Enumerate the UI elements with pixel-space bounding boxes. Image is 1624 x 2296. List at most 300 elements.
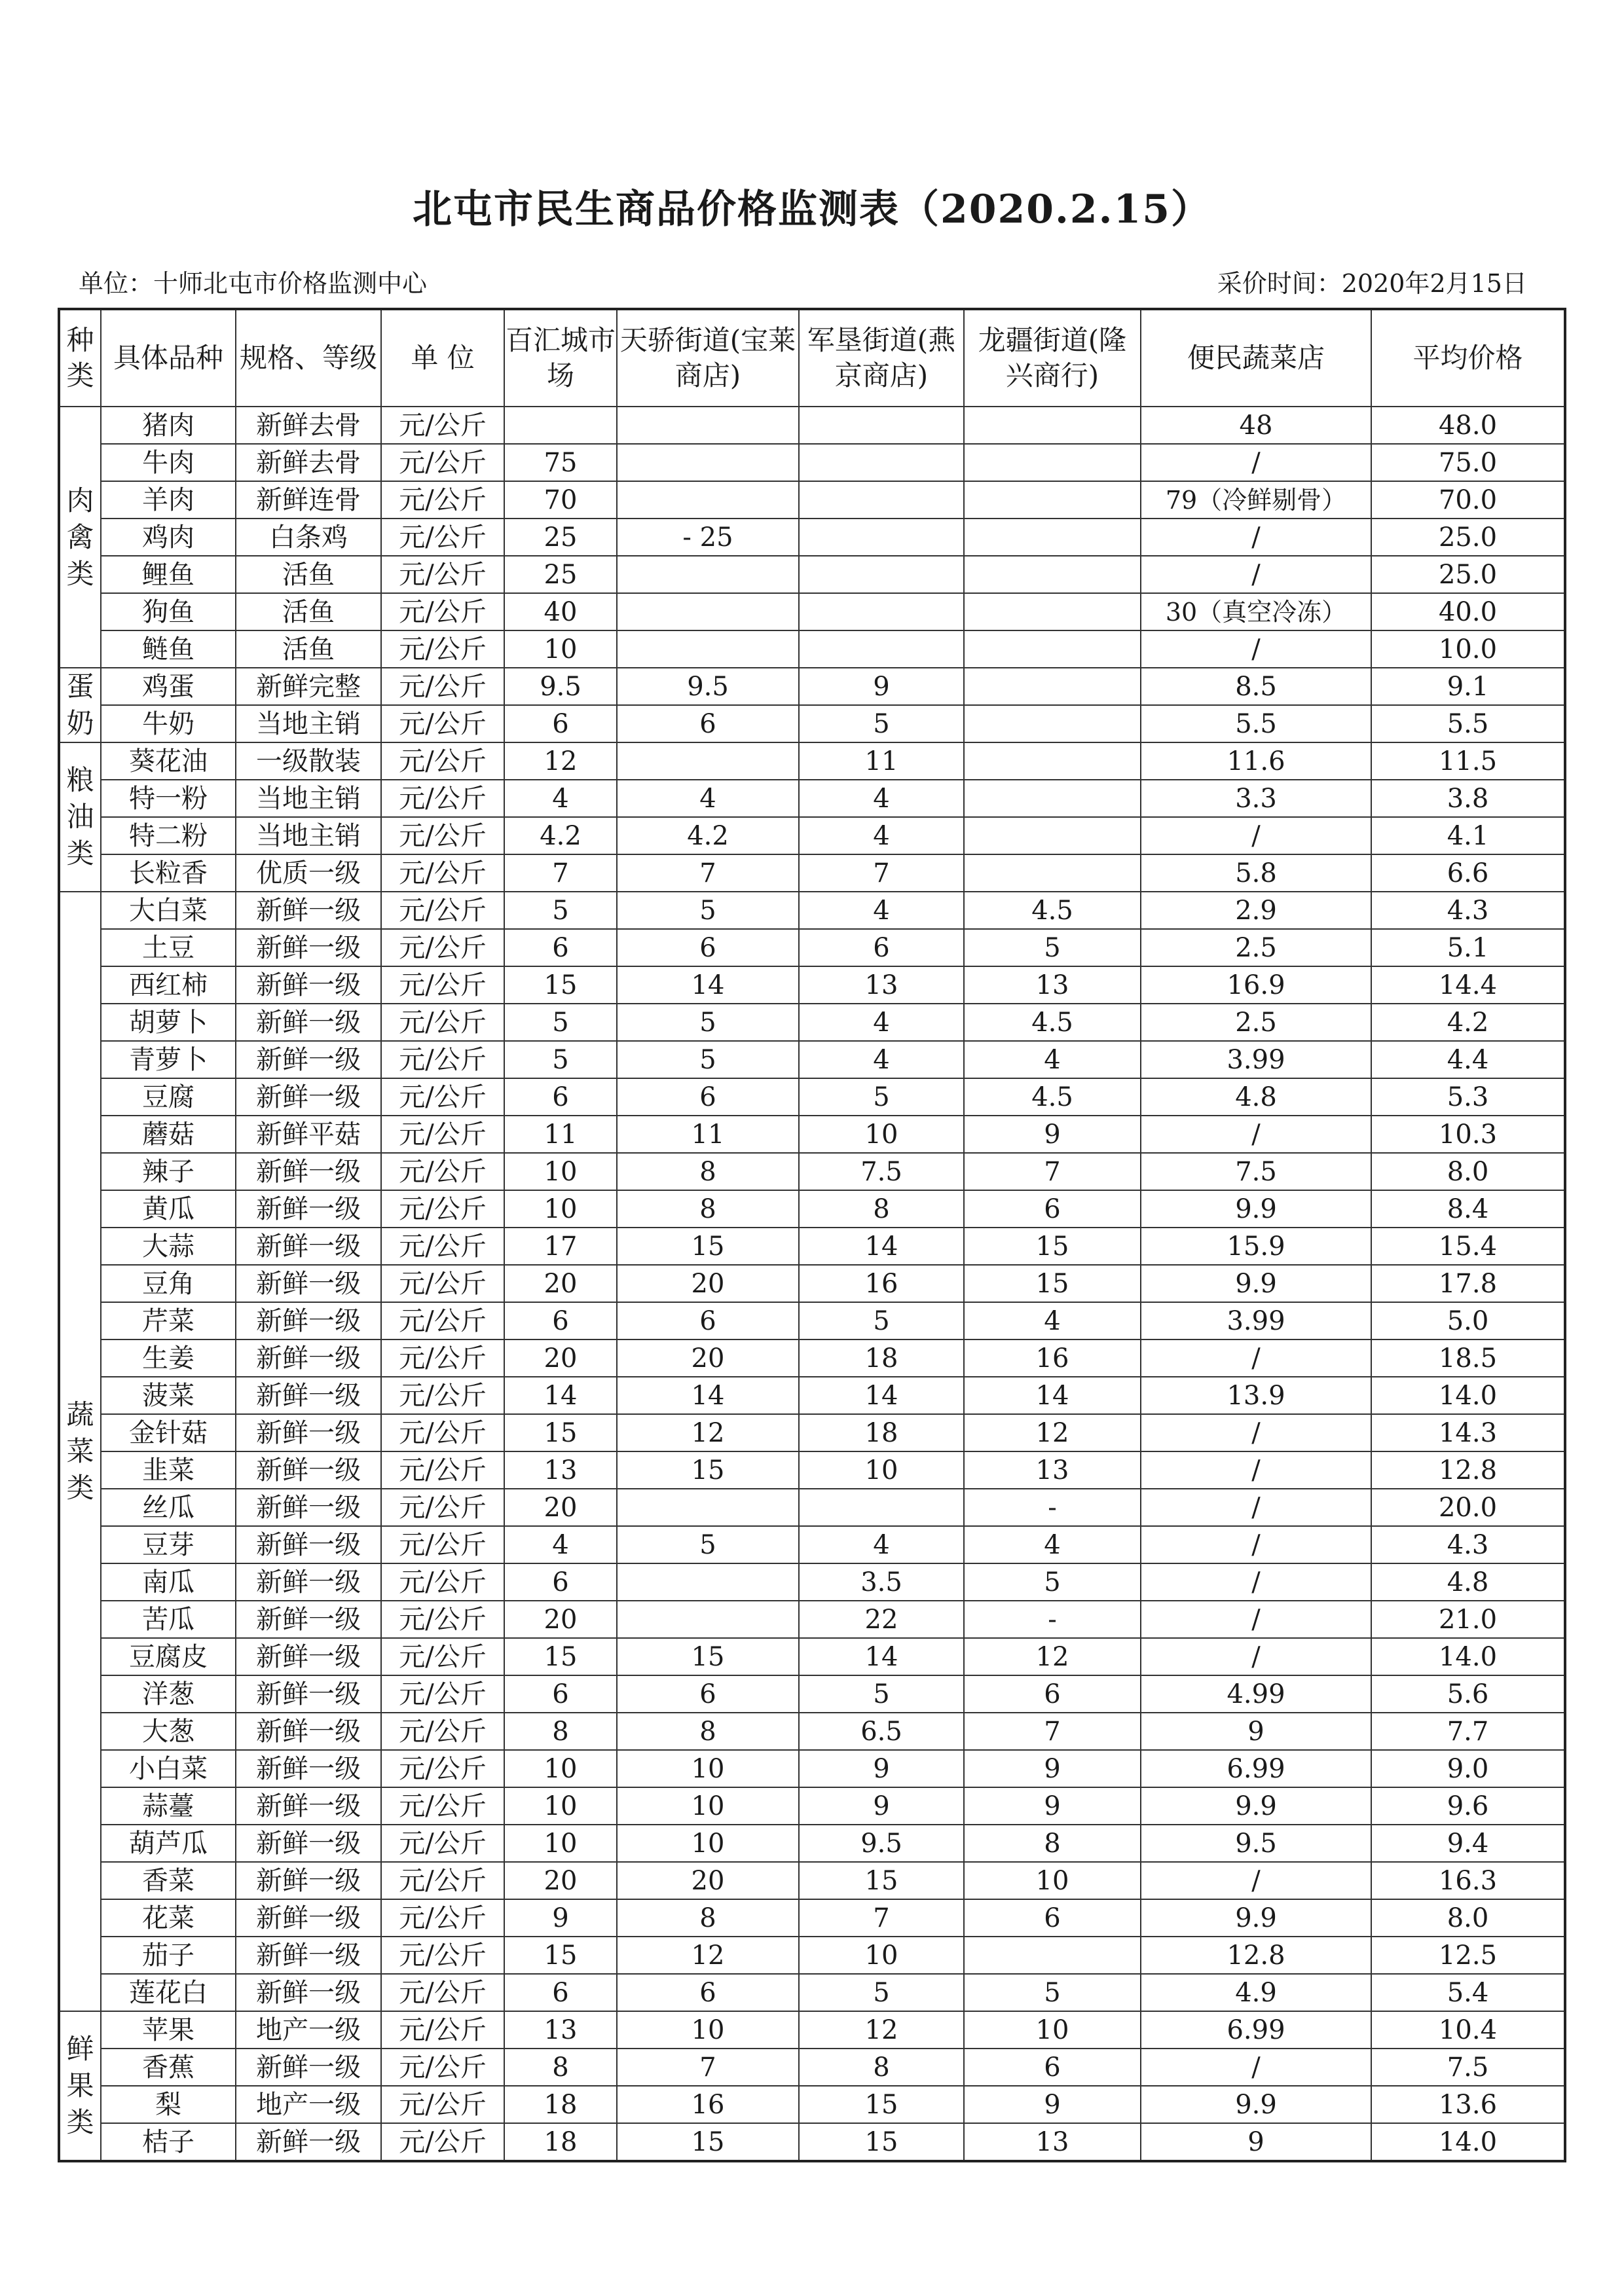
price-longjiang-cell <box>964 668 1141 705</box>
price-tianjiao-cell: 6 <box>617 705 799 742</box>
price-tianjiao-cell: 20 <box>617 1339 799 1377</box>
average-price-cell: 14.0 <box>1371 1377 1565 1414</box>
average-price-cell: 70.0 <box>1371 481 1565 519</box>
item-name-cell: 鲤鱼 <box>101 556 236 593</box>
average-price-cell: 18.5 <box>1371 1339 1565 1377</box>
price-longjiang-cell <box>964 519 1141 556</box>
price-convenience-store-cell: 9.5 <box>1141 1825 1371 1862</box>
table-row <box>59 892 1565 929</box>
price-tianjiao-cell: 10 <box>617 1787 799 1825</box>
price-baihuicheng-cell: 75 <box>504 444 617 481</box>
spec-grade-cell: 新鲜一级 <box>236 1377 381 1414</box>
price-tianjiao-cell: 16 <box>617 2086 799 2123</box>
price-tianjiao-cell: 10 <box>617 2011 799 2049</box>
table-row <box>59 1750 1565 1787</box>
price-junken-cell: 14 <box>799 1377 964 1414</box>
price-convenience-store-cell: / <box>1141 1489 1371 1526</box>
price-convenience-store-cell: / <box>1141 1116 1371 1153</box>
unit-cell: 元/公斤 <box>381 1526 504 1563</box>
price-longjiang-cell: 7 <box>964 1153 1141 1190</box>
spec-grade-cell: 新鲜一级 <box>236 1787 381 1825</box>
item-name-cell: 梨 <box>101 2086 236 2123</box>
price-junken-cell: 11 <box>799 742 964 780</box>
price-junken-cell: 10 <box>799 1937 964 1974</box>
price-longjiang-cell: 4 <box>964 1526 1141 1563</box>
table-row <box>59 817 1565 854</box>
average-price-cell: 14.3 <box>1371 1414 1565 1451</box>
table-row <box>59 1974 1565 2011</box>
price-tianjiao-cell: 12 <box>617 1937 799 1974</box>
price-longjiang-cell: 5 <box>964 1974 1141 2011</box>
price-convenience-store-cell: 79（冷鲜剔骨） <box>1141 481 1371 519</box>
price-junken-cell: 4 <box>799 1004 964 1041</box>
price-convenience-store-cell: 8.5 <box>1141 668 1371 705</box>
table-row <box>59 854 1565 892</box>
price-convenience-store-cell: / <box>1141 1451 1371 1489</box>
price-convenience-store-cell: / <box>1141 817 1371 854</box>
price-convenience-store-cell: / <box>1141 630 1371 668</box>
price-baihuicheng-cell: 6 <box>504 1974 617 2011</box>
price-baihuicheng-cell: 6 <box>504 1302 617 1339</box>
price-convenience-store-cell: 9.9 <box>1141 1787 1371 1825</box>
header-spec: 规格、等级 <box>236 309 381 407</box>
price-convenience-store-cell: / <box>1141 519 1371 556</box>
price-convenience-store-cell: 6.99 <box>1141 1750 1371 1787</box>
average-price-cell: 5.0 <box>1371 1302 1565 1339</box>
price-baihuicheng-cell: 18 <box>504 2123 617 2161</box>
unit-cell: 元/公斤 <box>381 1638 504 1675</box>
price-junken-cell: 3.5 <box>799 1563 964 1601</box>
spec-grade-cell: 新鲜连骨 <box>236 481 381 519</box>
price-tianjiao-cell: 6 <box>617 929 799 966</box>
average-price-cell: 8.0 <box>1371 1899 1565 1937</box>
price-longjiang-cell: 9 <box>964 1750 1141 1787</box>
average-price-cell: 12.5 <box>1371 1937 1565 1974</box>
price-longjiang-cell: 15 <box>964 1228 1141 1265</box>
average-price-cell: 48.0 <box>1371 407 1565 444</box>
average-price-cell: 11.5 <box>1371 742 1565 780</box>
price-junken-cell: 5 <box>799 1675 964 1713</box>
average-price-cell: 25.0 <box>1371 556 1565 593</box>
average-price-cell: 9.6 <box>1371 1787 1565 1825</box>
price-convenience-store-cell: / <box>1141 1601 1371 1638</box>
item-name-cell: 芹菜 <box>101 1302 236 1339</box>
unit-cell: 元/公斤 <box>381 1004 504 1041</box>
average-price-cell: 4.3 <box>1371 892 1565 929</box>
price-baihuicheng-cell: 9 <box>504 1899 617 1937</box>
item-name-cell: 西红柿 <box>101 966 236 1004</box>
item-name-cell: 南瓜 <box>101 1563 236 1601</box>
price-longjiang-cell: 10 <box>964 2011 1141 2049</box>
price-tianjiao-cell: 8 <box>617 1190 799 1228</box>
spec-grade-cell: 当地主销 <box>236 705 381 742</box>
price-longjiang-cell <box>964 481 1141 519</box>
table-row <box>59 1601 1565 1638</box>
price-baihuicheng-cell: 6 <box>504 929 617 966</box>
category-cell: 肉禽类 <box>59 407 101 668</box>
item-name-cell: 大葱 <box>101 1713 236 1750</box>
price-longjiang-cell: 13 <box>964 966 1141 1004</box>
spec-grade-cell: 新鲜一级 <box>236 1228 381 1265</box>
price-convenience-store-cell: 2.5 <box>1141 929 1371 966</box>
unit-cell: 元/公斤 <box>381 556 504 593</box>
price-baihuicheng-cell: 8 <box>504 2049 617 2086</box>
price-junken-cell: 8 <box>799 2049 964 2086</box>
price-tianjiao-cell <box>617 481 799 519</box>
spec-grade-cell: 新鲜一级 <box>236 966 381 1004</box>
average-price-cell: 5.3 <box>1371 1078 1565 1116</box>
item-name-cell: 青萝卜 <box>101 1041 236 1078</box>
price-longjiang-cell: 4 <box>964 1302 1141 1339</box>
price-convenience-store-cell: 16.9 <box>1141 966 1371 1004</box>
spec-grade-cell: 新鲜一级 <box>236 1190 381 1228</box>
item-name-cell: 生姜 <box>101 1339 236 1377</box>
price-baihuicheng-cell: 10 <box>504 1825 617 1862</box>
price-tianjiao-cell: 5 <box>617 892 799 929</box>
price-junken-cell: 14 <box>799 1638 964 1675</box>
price-convenience-store-cell: 48 <box>1141 407 1371 444</box>
average-price-cell: 20.0 <box>1371 1489 1565 1526</box>
spec-grade-cell: 新鲜去骨 <box>236 407 381 444</box>
price-convenience-store-cell: / <box>1141 1414 1371 1451</box>
price-longjiang-cell: - <box>964 1601 1141 1638</box>
price-tianjiao-cell: 7 <box>617 2049 799 2086</box>
price-baihuicheng-cell: 5 <box>504 1041 617 1078</box>
price-convenience-store-cell: 3.99 <box>1141 1302 1371 1339</box>
price-longjiang-cell: 5 <box>964 1563 1141 1601</box>
price-tianjiao-cell: 15 <box>617 1228 799 1265</box>
average-price-cell: 15.4 <box>1371 1228 1565 1265</box>
price-baihuicheng-cell: 10 <box>504 1153 617 1190</box>
item-name-cell: 韭菜 <box>101 1451 236 1489</box>
price-baihuicheng-cell: 10 <box>504 1750 617 1787</box>
price-convenience-store-cell: 11.6 <box>1141 742 1371 780</box>
unit-cell: 元/公斤 <box>381 1563 504 1601</box>
price-tianjiao-cell <box>617 1601 799 1638</box>
spec-grade-cell: 新鲜一级 <box>236 1937 381 1974</box>
spec-grade-cell: 地产一级 <box>236 2086 381 2123</box>
table-row <box>59 1638 1565 1675</box>
spec-grade-cell: 新鲜一级 <box>236 1750 381 1787</box>
price-longjiang-cell <box>964 705 1141 742</box>
price-tianjiao-cell <box>617 407 799 444</box>
price-tianjiao-cell: 11 <box>617 1116 799 1153</box>
table-row <box>59 1489 1565 1526</box>
price-convenience-store-cell: 4.99 <box>1141 1675 1371 1713</box>
item-name-cell: 蒜薹 <box>101 1787 236 1825</box>
price-junken-cell: 8 <box>799 1190 964 1228</box>
price-junken-cell <box>799 556 964 593</box>
average-price-cell: 10.3 <box>1371 1116 1565 1153</box>
spec-grade-cell: 新鲜一级 <box>236 1265 381 1302</box>
price-tianjiao-cell: 14 <box>617 966 799 1004</box>
spec-grade-cell: 新鲜一级 <box>236 1489 381 1526</box>
price-baihuicheng-cell: 4.2 <box>504 817 617 854</box>
unit-cell: 元/公斤 <box>381 1787 504 1825</box>
price-convenience-store-cell: / <box>1141 1526 1371 1563</box>
price-junken-cell: 6 <box>799 929 964 966</box>
unit-cell: 元/公斤 <box>381 817 504 854</box>
price-tianjiao-cell: 15 <box>617 1638 799 1675</box>
unit-cell: 元/公斤 <box>381 1078 504 1116</box>
average-price-cell: 14.4 <box>1371 966 1565 1004</box>
price-junken-cell: 9 <box>799 1750 964 1787</box>
unit-cell: 元/公斤 <box>381 1489 504 1526</box>
price-tianjiao-cell: - 25 <box>617 519 799 556</box>
price-convenience-store-cell: 3.3 <box>1141 780 1371 817</box>
average-price-cell: 9.1 <box>1371 668 1565 705</box>
item-name-cell: 黄瓜 <box>101 1190 236 1228</box>
category-cell: 蛋奶 <box>59 668 101 742</box>
table-row <box>59 742 1565 780</box>
spec-grade-cell: 新鲜一级 <box>236 1563 381 1601</box>
category-cell: 鲜果类 <box>59 2011 101 2161</box>
price-tianjiao-cell: 8 <box>617 1153 799 1190</box>
price-longjiang-cell <box>964 630 1141 668</box>
spec-grade-cell: 新鲜一级 <box>236 1339 381 1377</box>
price-convenience-store-cell: / <box>1141 2049 1371 2086</box>
price-convenience-store-cell: / <box>1141 556 1371 593</box>
table-row <box>59 1339 1565 1377</box>
price-convenience-store-cell: 6.99 <box>1141 2011 1371 2049</box>
price-baihuicheng-cell <box>504 407 617 444</box>
unit-cell: 元/公斤 <box>381 1862 504 1899</box>
item-name-cell: 猪肉 <box>101 407 236 444</box>
table-row <box>59 780 1565 817</box>
unit-cell: 元/公斤 <box>381 1937 504 1974</box>
spec-grade-cell: 优质一级 <box>236 854 381 892</box>
price-tianjiao-cell <box>617 1489 799 1526</box>
table-row <box>59 1228 1565 1265</box>
unit-cell: 元/公斤 <box>381 780 504 817</box>
spec-grade-cell: 新鲜平菇 <box>236 1116 381 1153</box>
price-junken-cell: 15 <box>799 2123 964 2161</box>
price-longjiang-cell <box>964 1937 1141 1974</box>
item-name-cell: 土豆 <box>101 929 236 966</box>
price-junken-cell: 4 <box>799 780 964 817</box>
table-row <box>59 1526 1565 1563</box>
item-name-cell: 香蕉 <box>101 2049 236 2086</box>
average-price-cell: 4.1 <box>1371 817 1565 854</box>
average-price-cell: 5.5 <box>1371 705 1565 742</box>
price-tianjiao-cell: 4.2 <box>617 817 799 854</box>
spec-grade-cell: 新鲜一级 <box>236 1153 381 1190</box>
unit-cell: 元/公斤 <box>381 929 504 966</box>
unit-cell: 元/公斤 <box>381 854 504 892</box>
header-average-price: 平均价格 <box>1371 309 1565 407</box>
item-name-cell: 鲢鱼 <box>101 630 236 668</box>
unit-cell: 元/公斤 <box>381 1265 504 1302</box>
table-row <box>59 481 1565 519</box>
price-convenience-store-cell: / <box>1141 1563 1371 1601</box>
price-junken-cell: 16 <box>799 1265 964 1302</box>
price-tianjiao-cell: 5 <box>617 1041 799 1078</box>
price-longjiang-cell: 16 <box>964 1339 1141 1377</box>
price-tianjiao-cell: 6 <box>617 1302 799 1339</box>
price-convenience-store-cell: 12.8 <box>1141 1937 1371 1974</box>
price-longjiang-cell: 4.5 <box>964 1004 1141 1041</box>
spec-grade-cell: 新鲜一级 <box>236 1601 381 1638</box>
spec-grade-cell: 新鲜完整 <box>236 668 381 705</box>
spec-grade-cell: 地产一级 <box>236 2011 381 2049</box>
average-price-cell: 4.8 <box>1371 1563 1565 1601</box>
price-tianjiao-cell: 6 <box>617 1974 799 2011</box>
price-table <box>58 308 1566 2162</box>
spec-grade-cell: 活鱼 <box>236 556 381 593</box>
item-name-cell: 豆芽 <box>101 1526 236 1563</box>
table-row <box>59 1190 1565 1228</box>
price-tianjiao-cell <box>617 630 799 668</box>
price-baihuicheng-cell: 25 <box>504 556 617 593</box>
unit-cell: 元/公斤 <box>381 1302 504 1339</box>
price-longjiang-cell: 6 <box>964 1675 1141 1713</box>
item-name-cell: 茄子 <box>101 1937 236 1974</box>
price-convenience-store-cell: 9.9 <box>1141 1190 1371 1228</box>
price-longjiang-cell <box>964 444 1141 481</box>
price-tianjiao-cell: 8 <box>617 1713 799 1750</box>
unit-cell: 元/公斤 <box>381 630 504 668</box>
unit-cell: 元/公斤 <box>381 1601 504 1638</box>
price-baihuicheng-cell: 8 <box>504 1713 617 1750</box>
spec-grade-cell: 新鲜一级 <box>236 1899 381 1937</box>
item-name-cell: 花菜 <box>101 1899 236 1937</box>
unit-cell: 元/公斤 <box>381 1451 504 1489</box>
spec-grade-cell: 活鱼 <box>236 630 381 668</box>
price-junken-cell: 18 <box>799 1414 964 1451</box>
unit-cell: 元/公斤 <box>381 1675 504 1713</box>
spec-grade-cell: 当地主销 <box>236 780 381 817</box>
table-row <box>59 705 1565 742</box>
price-junken-cell <box>799 593 964 630</box>
price-convenience-store-cell: 2.5 <box>1141 1004 1371 1041</box>
unit-cell: 元/公斤 <box>381 705 504 742</box>
price-junken-cell <box>799 481 964 519</box>
price-junken-cell: 5 <box>799 1078 964 1116</box>
price-tianjiao-cell: 10 <box>617 1825 799 1862</box>
price-junken-cell: 12 <box>799 2011 964 2049</box>
unit-cell: 元/公斤 <box>381 892 504 929</box>
average-price-cell: 75.0 <box>1371 444 1565 481</box>
price-baihuicheng-cell: 14 <box>504 1377 617 1414</box>
price-junken-cell: 4 <box>799 1526 964 1563</box>
price-longjiang-cell <box>964 593 1141 630</box>
price-junken-cell: 13 <box>799 966 964 1004</box>
price-junken-cell: 18 <box>799 1339 964 1377</box>
item-name-cell: 葫芦瓜 <box>101 1825 236 1862</box>
average-price-cell: 7.7 <box>1371 1713 1565 1750</box>
price-longjiang-cell: 4 <box>964 1041 1141 1078</box>
average-price-cell: 8.4 <box>1371 1190 1565 1228</box>
price-convenience-store-cell: 9.9 <box>1141 2086 1371 2123</box>
price-longjiang-cell: 14 <box>964 1377 1141 1414</box>
price-longjiang-cell: 9 <box>964 2086 1141 2123</box>
average-price-cell: 12.8 <box>1371 1451 1565 1489</box>
item-name-cell: 菠菜 <box>101 1377 236 1414</box>
price-longjiang-cell: 6 <box>964 2049 1141 2086</box>
average-price-cell: 17.8 <box>1371 1265 1565 1302</box>
price-longjiang-cell <box>964 854 1141 892</box>
table-row <box>59 2049 1565 2086</box>
item-name-cell: 丝瓜 <box>101 1489 236 1526</box>
item-name-cell: 大白菜 <box>101 892 236 929</box>
price-convenience-store-cell: 15.9 <box>1141 1228 1371 1265</box>
average-price-cell: 9.0 <box>1371 1750 1565 1787</box>
price-junken-cell: 9 <box>799 668 964 705</box>
price-convenience-store-cell: / <box>1141 444 1371 481</box>
average-price-cell: 10.0 <box>1371 630 1565 668</box>
price-baihuicheng-cell: 70 <box>504 481 617 519</box>
average-price-cell: 6.6 <box>1371 854 1565 892</box>
price-convenience-store-cell: 7.5 <box>1141 1153 1371 1190</box>
price-convenience-store-cell: / <box>1141 1339 1371 1377</box>
table-row <box>59 444 1565 481</box>
price-junken-cell: 22 <box>799 1601 964 1638</box>
price-junken-cell: 15 <box>799 2086 964 2123</box>
price-tianjiao-cell: 12 <box>617 1414 799 1451</box>
spec-grade-cell: 新鲜一级 <box>236 1041 381 1078</box>
price-tianjiao-cell <box>617 593 799 630</box>
price-junken-cell: 7 <box>799 1899 964 1937</box>
price-baihuicheng-cell: 15 <box>504 1937 617 1974</box>
item-name-cell: 牛奶 <box>101 705 236 742</box>
item-name-cell: 胡萝卜 <box>101 1004 236 1041</box>
price-baihuicheng-cell: 18 <box>504 2086 617 2123</box>
price-junken-cell: 10 <box>799 1451 964 1489</box>
price-baihuicheng-cell: 13 <box>504 2011 617 2049</box>
price-baihuicheng-cell: 20 <box>504 1601 617 1638</box>
unit-cell: 元/公斤 <box>381 2049 504 2086</box>
unit-cell: 元/公斤 <box>381 593 504 630</box>
price-baihuicheng-cell: 17 <box>504 1228 617 1265</box>
price-junken-cell: 9.5 <box>799 1825 964 1862</box>
item-name-cell: 特一粉 <box>101 780 236 817</box>
collection-time: 采价时间：2020年2月15日 <box>1217 269 1527 298</box>
table-row <box>59 556 1565 593</box>
spec-grade-cell: 新鲜一级 <box>236 2123 381 2161</box>
unit-cell: 元/公斤 <box>381 1041 504 1078</box>
unit-cell: 元/公斤 <box>381 1339 504 1377</box>
item-name-cell: 葵花油 <box>101 742 236 780</box>
price-baihuicheng-cell: 25 <box>504 519 617 556</box>
spec-grade-cell: 新鲜一级 <box>236 1638 381 1675</box>
price-convenience-store-cell: 9 <box>1141 2123 1371 2161</box>
price-baihuicheng-cell: 5 <box>504 1004 617 1041</box>
price-convenience-store-cell: / <box>1141 1862 1371 1899</box>
price-junken-cell: 5 <box>799 1302 964 1339</box>
price-convenience-store-cell: 5.8 <box>1141 854 1371 892</box>
item-name-cell: 豆腐皮 <box>101 1638 236 1675</box>
price-longjiang-cell: 13 <box>964 2123 1141 2161</box>
price-longjiang-cell: 6 <box>964 1899 1141 1937</box>
price-baihuicheng-cell: 20 <box>504 1489 617 1526</box>
price-convenience-store-cell: 9.9 <box>1141 1265 1371 1302</box>
header-convenience-vegetable-store: 便民蔬菜店 <box>1141 309 1371 407</box>
price-longjiang-cell: 6 <box>964 1190 1141 1228</box>
header-longjiang-street: 龙疆街道(隆兴商行) <box>964 309 1141 407</box>
unit-cell: 元/公斤 <box>381 2011 504 2049</box>
price-junken-cell: 4 <box>799 1041 964 1078</box>
unit-cell: 元/公斤 <box>381 742 504 780</box>
price-junken-cell: 9 <box>799 1787 964 1825</box>
spec-grade-cell: 新鲜一级 <box>236 929 381 966</box>
table-row <box>59 519 1565 556</box>
price-junken-cell: 5 <box>799 705 964 742</box>
table-row <box>59 1116 1565 1153</box>
price-longjiang-cell <box>964 780 1141 817</box>
price-baihuicheng-cell: 4 <box>504 780 617 817</box>
unit-cell: 元/公斤 <box>381 1750 504 1787</box>
price-longjiang-cell: 5 <box>964 929 1141 966</box>
